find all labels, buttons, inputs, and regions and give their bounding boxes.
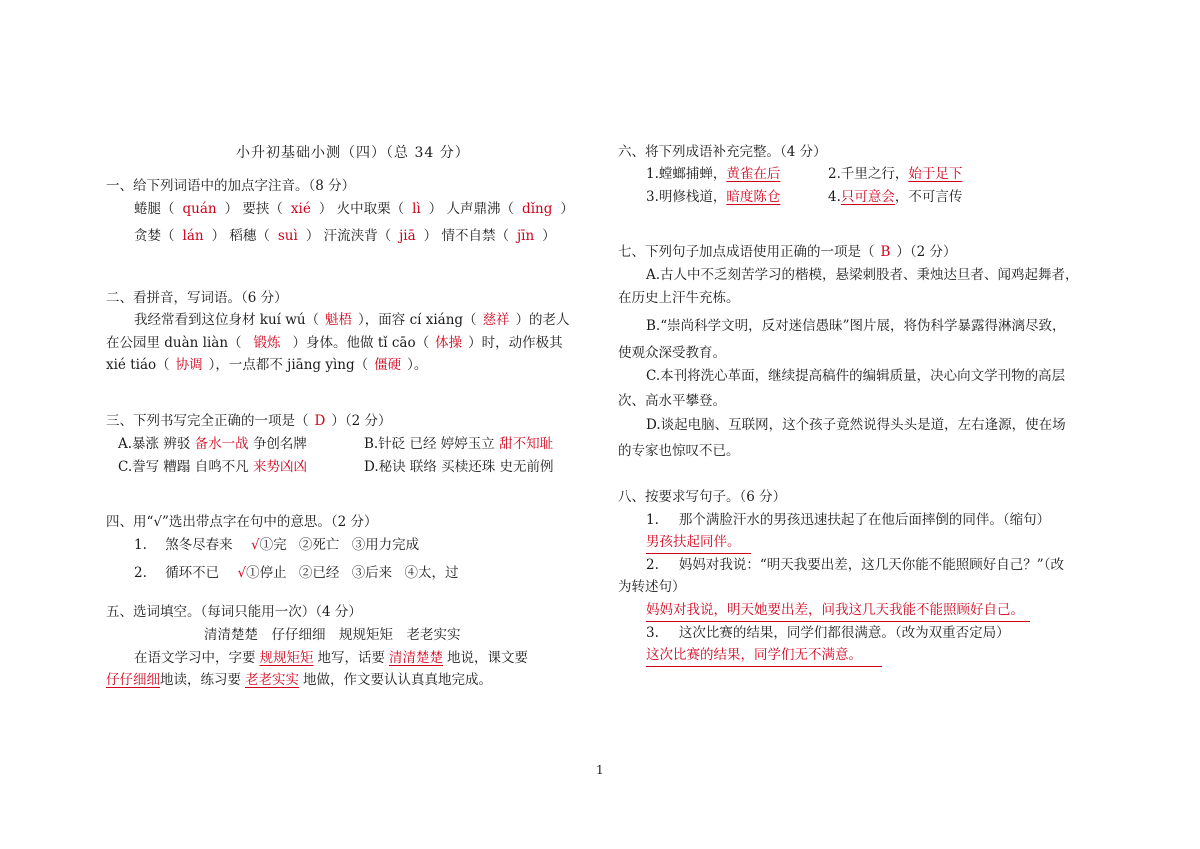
q3-a-red: 备水一战 bbox=[194, 436, 249, 452]
q2-a5: 协调 bbox=[175, 357, 203, 373]
q4-i1-num: 1. bbox=[134, 537, 147, 553]
q8-s2 bbox=[646, 555, 1064, 575]
q6-i1-pre: 1.螳螂捕蝉， bbox=[646, 166, 727, 182]
q2-a2: 慈祥 bbox=[482, 312, 510, 328]
q3-option-b bbox=[364, 434, 553, 454]
q1-heading: 一、给下列词语中的加点字注音。（8 分） bbox=[106, 178, 356, 194]
q4-i1-opt2: ②死亡 bbox=[298, 537, 340, 553]
q5-line1 bbox=[134, 648, 528, 668]
q7-d-line1: D.谈起电脑、互联网，这个孩子竟然说得头头是道，左右逢源，使在场 bbox=[646, 417, 1066, 433]
q4-i2-opt2: ②已经 bbox=[298, 565, 340, 581]
q4-i2-opt4: ④太，过 bbox=[404, 565, 459, 581]
q8-s1-num: 1. bbox=[646, 512, 659, 528]
q6-i4-ans: 只可意会 bbox=[840, 189, 895, 205]
q4-item2 bbox=[134, 563, 458, 583]
q8-heading: 八、按要求写句子。（6 分） bbox=[618, 489, 787, 505]
q6-item4 bbox=[828, 187, 962, 207]
q8-s3-ans: 这次比赛的结果，同学们无不满意。 bbox=[646, 645, 882, 667]
q3-option-a bbox=[118, 434, 307, 454]
q8-s3-text: 这次比赛的结果，同学们都很满意。（改为双重否定局） bbox=[678, 625, 1010, 641]
q5-a3: 仔仔细细 bbox=[106, 672, 160, 688]
q1-r2-i1-post: ） bbox=[305, 228, 320, 244]
q6-heading: 六、将下列成语补充完整。（4 分） bbox=[618, 144, 827, 160]
q4-i2-phrase: 循环不已 bbox=[165, 565, 220, 581]
q6-i2-ans: 始于足下 bbox=[908, 166, 963, 182]
q8-s3-num: 3. bbox=[646, 625, 659, 641]
q1-r2-i0-ans: lán bbox=[182, 228, 204, 244]
q1-r1-i0-ans: quán bbox=[182, 201, 217, 217]
q4-item1 bbox=[134, 535, 419, 555]
q2-l3a: xié tiáo（ bbox=[106, 357, 170, 373]
q2-l2a: 在公园里 duàn liàn（ bbox=[106, 335, 242, 351]
q5-line2 bbox=[106, 670, 492, 690]
q1-r2-i0-post: ） bbox=[211, 228, 226, 244]
q7-d-line2: 的专家也惊叹不已。 bbox=[618, 443, 740, 459]
q5-l1c: 地说，课文要 bbox=[447, 650, 528, 666]
q5-a2: 清清楚楚 bbox=[389, 650, 443, 666]
q1-r1-i3-post: ） bbox=[560, 201, 574, 217]
q1-r1-i1-ans: xié bbox=[290, 201, 311, 217]
q2-a3: 锻炼 bbox=[253, 335, 281, 351]
q6-i4-post: ，不可言传 bbox=[894, 189, 963, 205]
q4-i2-num: 2. bbox=[134, 565, 147, 581]
q8-s3 bbox=[646, 623, 1010, 643]
q2-a1: 魁梧 bbox=[325, 312, 353, 328]
q5-heading: 五、选词填空。（每词只能用一次）（4 分） bbox=[106, 604, 362, 620]
q7-b-line2: 使观众深受教育。 bbox=[618, 345, 726, 361]
q7-a-line1: A.古人中不乏刻苦学习的楷模，悬梁刺股者、秉烛达旦者、闻鸡起舞者， bbox=[646, 267, 1079, 283]
q4-i1-opt1: ①完 bbox=[259, 537, 287, 553]
q1-r1-i0-post: ） bbox=[224, 201, 239, 217]
q3-c-label: C.誊写 糟蹋 自鸣不凡 bbox=[118, 459, 249, 475]
q8-s1-answer bbox=[646, 532, 751, 554]
q1-r2-i3-pre: 情不自禁（ bbox=[441, 228, 509, 244]
q6-i4-pre: 4. bbox=[828, 189, 841, 205]
q6-i1-ans: 黄雀在后 bbox=[726, 166, 781, 182]
q3-c-red: 来势凶凶 bbox=[253, 459, 308, 475]
q7-c-line1: C.本刊将洗心革面，继续提高稿件的编辑质量，决心向文学刊物的高层 bbox=[646, 368, 1066, 384]
q1-r2-i2-pre: 汗流浃背（ bbox=[323, 228, 392, 244]
q2-line3 bbox=[106, 355, 427, 375]
q7-heading-pre: 七、下列句子加点成语使用正确的一项是（ bbox=[618, 244, 875, 260]
q7-answer: B bbox=[880, 244, 891, 260]
q3-a-label: A.暴涨 辨驳 bbox=[118, 436, 191, 452]
q3-heading bbox=[106, 411, 391, 431]
q2-l2b: ）身体。他做 tǐ cāo（ bbox=[292, 335, 430, 351]
q2-a6: 僵硬 bbox=[374, 357, 402, 373]
q3-heading-pre: 三、下列书写完全正确的一项是（ bbox=[106, 413, 309, 429]
q7-a-line2: 在历史上汗牛充栋。 bbox=[618, 290, 740, 306]
q8-s2a: 妈妈对我说：“明天我要出差，这几天你能不能照顾好自己？”（改 bbox=[678, 557, 1064, 573]
q7-b-line1: B.“崇尚科学文明，反对迷信愚昧”图片展，将伪科学暴露得淋漓尽致， bbox=[646, 318, 1066, 334]
q6-i3-pre: 3.明修栈道， bbox=[646, 189, 727, 205]
q1-row1 bbox=[134, 199, 574, 219]
check-mark-icon: √ bbox=[250, 537, 260, 553]
q4-heading: 四、用“√”选出带点字在句中的意思。（2 分） bbox=[106, 514, 378, 530]
q2-l1c: ）的老人 bbox=[515, 312, 570, 328]
q1-r1-i2-ans: lì bbox=[412, 201, 421, 217]
q1-r2-i1-ans: suì bbox=[277, 228, 298, 244]
q7-heading-post: ）（2 分） bbox=[896, 244, 957, 260]
q1-r1-i1-post: ） bbox=[318, 201, 333, 217]
q1-r2-i2-post: ） bbox=[423, 228, 438, 244]
q1-r1-i1-pre: 要挟（ bbox=[242, 201, 283, 217]
q3-b-red: 甜不知耻 bbox=[499, 436, 554, 452]
q8-s1 bbox=[646, 510, 1050, 530]
q8-s2-answer bbox=[646, 600, 1030, 622]
q4-i1-opt3: ③用力完成 bbox=[351, 537, 420, 553]
q2-heading: 二、看拼音，写词语。（6 分） bbox=[106, 290, 288, 306]
q1-r1-i3-pre: 人声鼎沸（ bbox=[446, 201, 515, 217]
q8-s1-ans: 男孩扶起同伴。 bbox=[646, 532, 751, 554]
q1-r1-i3-ans: dǐng bbox=[522, 201, 553, 217]
q1-r1-i0-pre: 蜷腿（ bbox=[134, 201, 175, 217]
q6-item1 bbox=[646, 164, 780, 184]
q3-b-label: B.针砭 已经 婷婷玉立 bbox=[364, 436, 495, 452]
q3-option-c bbox=[118, 457, 307, 477]
q2-line2 bbox=[106, 333, 563, 353]
q4-i1-phrase: 煞冬尽春来 bbox=[165, 537, 233, 553]
q2-l3b: ），一点都不 jiāng yìng（ bbox=[208, 357, 369, 373]
q1-r1-i2-pre: 火中取栗（ bbox=[336, 201, 405, 217]
q5-a1: 规规矩矩 bbox=[259, 650, 314, 666]
q2-line1 bbox=[134, 310, 570, 330]
q5-a4: 老老实实 bbox=[245, 672, 299, 688]
q5-l1a: 在语文学习中，字要 bbox=[134, 650, 256, 666]
q8-s2b: 为转述句） bbox=[618, 579, 686, 595]
q5-l1b: 地写，话要 bbox=[317, 650, 385, 666]
q1-row2 bbox=[134, 226, 556, 246]
q3-option-d: D.秘诀 联络 买椟还珠 史无前例 bbox=[364, 459, 554, 475]
q5-l2b: 地做，作文要认认真真地完成。 bbox=[303, 672, 492, 688]
check-mark-icon: √ bbox=[237, 565, 247, 581]
q2-l1a: 我经常看到这位身材 kuí wú（ bbox=[134, 312, 320, 328]
q7-c-line2: 次、高水平攀登。 bbox=[618, 393, 726, 409]
q6-i2-pre: 2.千里之行， bbox=[828, 166, 909, 182]
q1-r1-i2-post: ） bbox=[428, 201, 443, 217]
q6-item2 bbox=[828, 164, 962, 184]
q1-r2-i0-pre: 贪婪（ bbox=[134, 228, 175, 244]
q4-i2-opt3: ③后来 bbox=[351, 565, 393, 581]
page-number: 1 bbox=[596, 763, 604, 777]
q5-l2a: 地读，练习要 bbox=[160, 672, 241, 688]
q3-heading-post: ）（2 分） bbox=[331, 413, 392, 429]
q5-word-bank: 清清楚楚 仔仔细细 规规矩矩 老老实实 bbox=[204, 627, 461, 643]
q7-heading bbox=[618, 242, 957, 262]
q4-i2-opt1: ①停止 bbox=[246, 565, 287, 581]
q1-r2-i3-ans: jīn bbox=[516, 228, 535, 244]
q8-s2-ans: 妈妈对我说，明天她要出差，问我这几天我能不能照顾好自己。 bbox=[646, 600, 1030, 622]
q2-l3c: ）。 bbox=[407, 357, 428, 373]
q6-i3-ans: 暗度陈仓 bbox=[726, 189, 781, 205]
q1-r2-i2-ans: jiā bbox=[399, 228, 416, 244]
page-title: 小升初基础小测（四）（总 34 分） bbox=[236, 145, 470, 161]
q8-s1-text: 那个满脸汗水的男孩迅速扶起了在他后面摔倒的同伴。（缩句） bbox=[678, 512, 1051, 528]
q2-l2c: ）时，动作极其 bbox=[468, 335, 563, 351]
q8-s2-num: 2. bbox=[646, 557, 659, 573]
q8-s3-answer bbox=[646, 645, 882, 667]
q1-r2-i3-post: ） bbox=[542, 228, 556, 244]
q6-item3 bbox=[646, 187, 780, 207]
q3-answer: D bbox=[314, 413, 326, 429]
q3-a-rest: 争创名牌 bbox=[252, 436, 307, 452]
q1-r2-i1-pre: 稻穗（ bbox=[229, 228, 270, 244]
q2-a4: 体操 bbox=[435, 335, 463, 351]
q2-l1b: ），面容 cí xiáng（ bbox=[358, 312, 477, 328]
